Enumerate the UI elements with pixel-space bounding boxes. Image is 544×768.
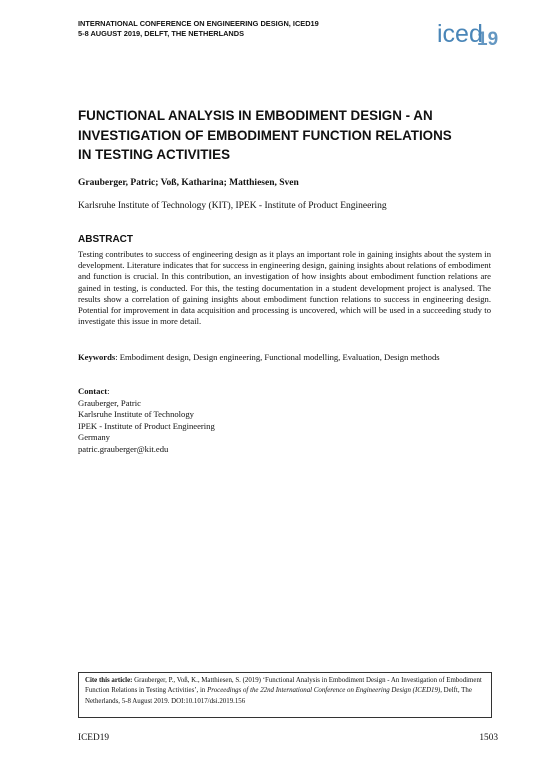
title-line: INVESTIGATION OF EMBODIMENT FUNCTION RELATIONS: [78, 127, 452, 143]
citation-proceedings: Proceedings of the 22nd International Conference on Engineering Design (ICED19): [207, 687, 441, 695]
logo-wordmark: iced: [437, 20, 483, 48]
citation-box: [78, 672, 492, 718]
contact-institution: Karlsruhe Institute of Technology: [78, 409, 194, 419]
keywords: [78, 352, 491, 363]
footer-conference: ICED19: [78, 733, 109, 743]
iced-logo: [436, 12, 498, 52]
citation-doi: , Delft, The Netherlands, 5-8 August 2019. DOI:10.1017/dsi.2019.156: [85, 687, 472, 705]
contact-label: Contact: [78, 386, 108, 396]
page-number: 1503: [479, 733, 498, 743]
title-line: IN TESTING ACTIVITIES: [78, 147, 231, 162]
conference-dates: 5-8 AUGUST 2019, DELFT, THE NETHERLANDS: [78, 28, 245, 38]
contact-colon: :: [107, 386, 110, 396]
abstract-text: Testing contributes to success of engineering design as it plays an important role in gaining insights about the system in development. Literature indicates that for success in engineering design, gaining insights about relations of embodiment and function is crucial. In this contribution, an investigation of how insights about embodiment function relations are gained in testing, is conducted. For this, the testing documentation in a student development project is analysed. The results show a correlation of gaining insights about embodiment function relations to success in engineering design. Potential for improvement in data acquisition and processing is uncovered, which will be used in a succeeding study to investigate this issue in more detail.: [78, 249, 491, 327]
keywords-text: : Embodiment design, Design engineering, Functional modelling, Evaluation, Design methods: [115, 352, 440, 362]
conference-name: INTERNATIONAL CONFERENCE ON ENGINEERING DESIGN, ICED19: [78, 19, 319, 28]
contact-block: [78, 386, 215, 455]
author-list: Grauberger, Patric; Voß, Katharina; Matthiesen, Sven: [78, 178, 299, 188]
contact-institute: IPEK - Institute of Product Engineering: [78, 420, 215, 431]
citation-label: Cite this article:: [85, 677, 133, 684]
keywords-label: Keywords: [78, 352, 116, 362]
citation-text: Grauberger, P., Voß, K., Matthiesen, S. (2019) ‘Functional Analysis in Embodiment Design - An Investigation of Embodiment Function Relations in Testing Activities’, in: [85, 677, 482, 695]
contact-country: Germany: [78, 432, 110, 442]
affiliation: Karlsruhe Institute of Technology (KIT), IPEK - Institute of Product Engineering: [78, 201, 387, 211]
logo-year-mark: 19: [477, 29, 498, 50]
contact-email[interactable]: patric.grauberger@kit.edu: [78, 443, 169, 454]
title-line: FUNCTIONAL ANALYSIS IN EMBODIMENT DESIGN - AN: [78, 108, 433, 123]
contact-name: Grauberger, Patric: [78, 397, 141, 408]
paper-title: [78, 106, 498, 165]
abstract-heading: ABSTRACT: [78, 234, 133, 245]
conference-header: [78, 19, 319, 38]
contact-heading: [78, 386, 215, 398]
